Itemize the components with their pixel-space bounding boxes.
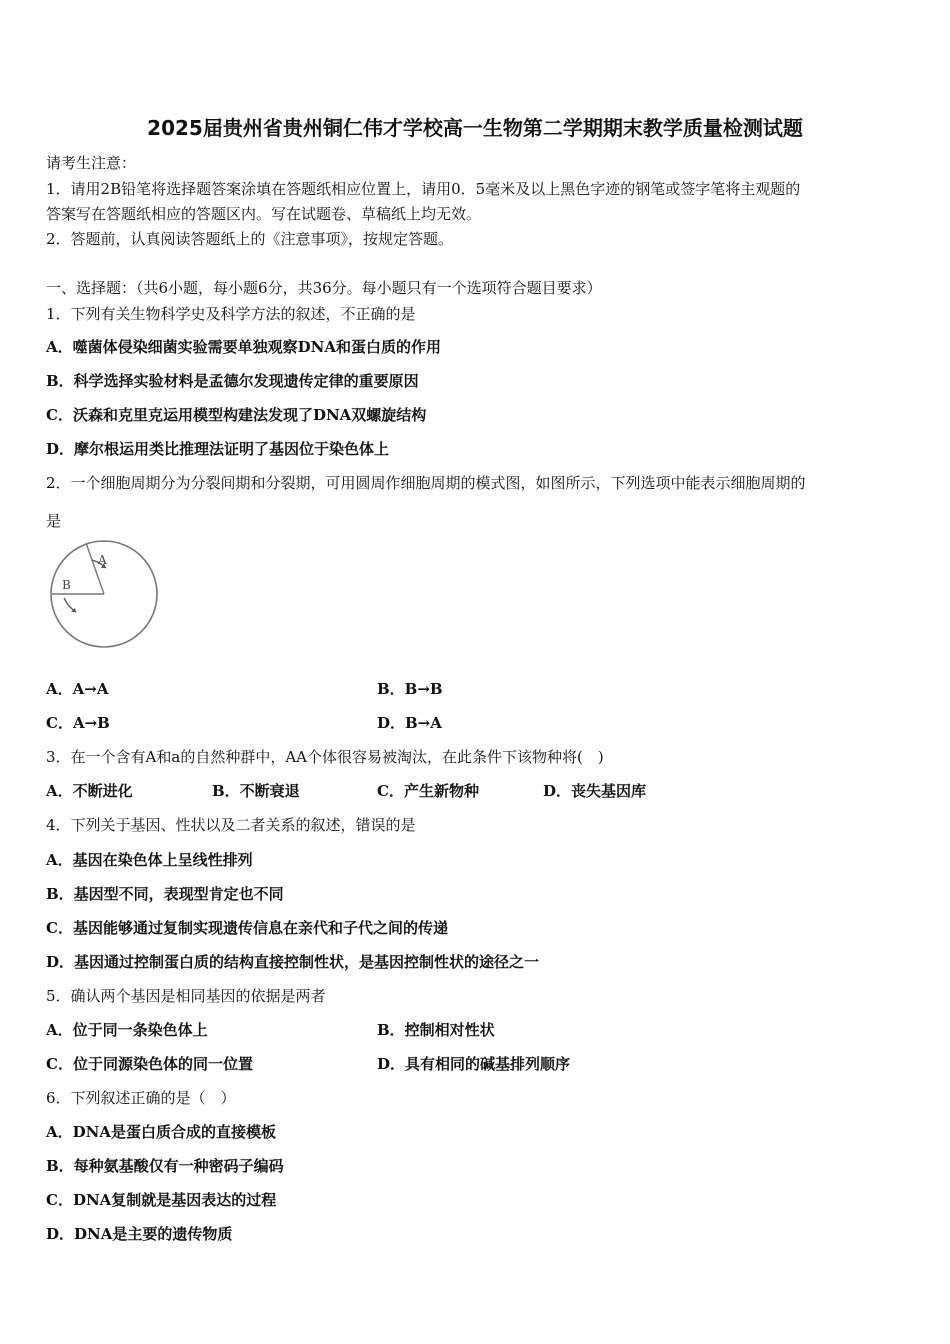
q1-option-a: A．噬菌体侵染细菌实验需要单独观察DNA和蛋白质的作用 <box>46 338 441 356</box>
q6-stem: 6．下列叙述正确的是（ ） <box>46 1089 236 1107</box>
q2-stem-line-1: 2．一个细胞周期分为分裂间期和分裂期，可用圆周作细胞周期的模式图，如图所示，下列选项中能表示细胞周期的 <box>46 474 806 492</box>
page-title: 2025届贵州省贵州铜仁伟才学校高一生物第二学期期末教学质量检测试题 <box>147 116 803 140</box>
q3-stem: 3．在一个含有A和a的自然种群中，AA个体很容易被淘汰，在此条件下该物种将( ) <box>46 748 604 766</box>
notice-item-2: 2．答题前，认真阅读答题纸上的《注意事项》，按规定答题。 <box>46 230 454 248</box>
q6-option-d: D．DNA是主要的遗传物质 <box>46 1225 233 1243</box>
q5-option-a: A．位于同一条染色体上 <box>46 1021 208 1039</box>
q6-option-a: A．DNA是蛋白质合成的直接模板 <box>46 1123 276 1141</box>
radius-line-top <box>86 543 104 594</box>
q5-stem: 5．确认两个基因是相同基因的依据是两者 <box>46 987 326 1005</box>
q6-option-c: C．DNA复制就是基因表达的过程 <box>46 1191 277 1209</box>
q4-option-c: C．基因能够通过复制实现遗传信息在亲代和子代之间的传递 <box>46 919 448 937</box>
q1-option-c: C．沃森和克里克运用模型构建法发现了DNA双螺旋结构 <box>46 406 427 424</box>
q4-option-d: D．基因通过控制蛋白质的结构直接控制性状，是基因控制性状的途径之一 <box>46 953 540 971</box>
q3-option-a: A．不断进化 <box>46 782 133 800</box>
q5-option-c: C．位于同源染色体的同一位置 <box>46 1055 253 1073</box>
cell-cycle-figure <box>46 538 164 650</box>
notice-item-1-line-2: 答案写在答题纸相应的答题区内。写在试题卷、草稿纸上均无效。 <box>46 205 482 223</box>
q4-option-b: B．基因型不同，表现型肯定也不同 <box>46 885 284 903</box>
q2-stem-line-2: 是 <box>46 512 62 530</box>
notice-heading: 请考生注意： <box>46 154 137 172</box>
q4-option-a: A．基因在染色体上呈线性排列 <box>46 851 253 869</box>
q1-option-d: D．摩尔根运用类比推理法证明了基因位于染色体上 <box>46 440 390 458</box>
q5-option-d: D．具有相同的碱基排列顺序 <box>377 1055 571 1073</box>
figure-label-b: B <box>62 578 71 592</box>
q2-option-a: A．A→A <box>46 680 109 698</box>
q2-option-d: D．B→A <box>377 714 442 732</box>
figure-label-a: A <box>98 553 107 567</box>
q2-option-b: B．B→B <box>377 680 443 698</box>
q5-option-b: B．控制相对性状 <box>377 1021 495 1039</box>
q4-stem: 4．下列关于基因、性状以及二者关系的叙述，错误的是 <box>46 816 416 834</box>
section-header: 一、选择题：（共6小题，每小题6分，共36分。每小题只有一个选项符合题目要求） <box>46 279 602 297</box>
notice-item-1-line-1: 1．请用2B铅笔将选择题答案涂填在答题纸相应位置上，请用0．5毫米及以上黑色字迹的钢笔或签字笔将主观题的 <box>46 180 801 198</box>
q3-option-c: C．产生新物种 <box>377 782 479 800</box>
q3-option-d: D．丧失基因库 <box>543 782 647 800</box>
q6-option-b: B．每种氨基酸仅有一种密码子编码 <box>46 1157 284 1175</box>
q1-option-b: B．科学选择实验材料是孟德尔发现遗传定律的重要原因 <box>46 372 419 390</box>
q3-option-b: B．不断衰退 <box>212 782 300 800</box>
q2-option-c: C．A→B <box>46 714 110 732</box>
q1-stem: 1．下列有关生物科学史及科学方法的叙述，不正确的是 <box>46 305 416 323</box>
